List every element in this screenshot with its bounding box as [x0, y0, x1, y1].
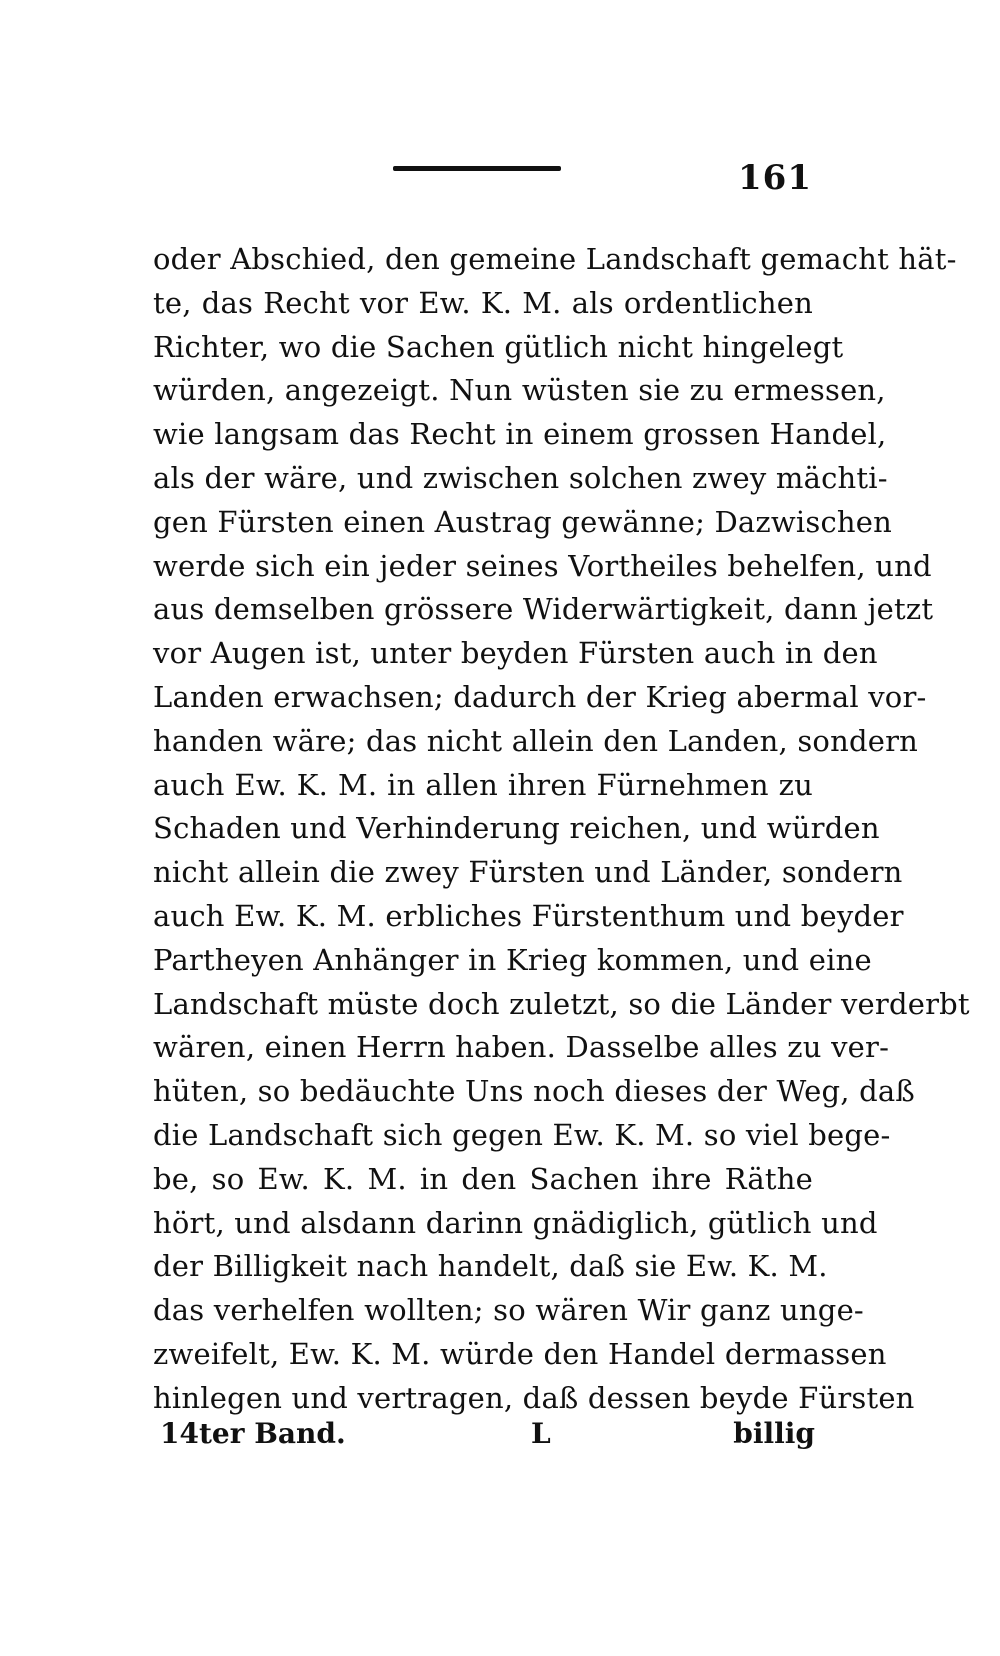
body-text — [153, 238, 970, 1421]
text-line: handen wäre; das nicht allein den Landen, sondern — [153, 723, 919, 758]
text-line: der Billigkeit nach handelt, daß sie Ew. K. M. — [153, 1249, 828, 1284]
text-line: Partheyen Anhänger in Krieg kommen, und eine — [153, 942, 872, 977]
page-number: 161 — [738, 158, 812, 198]
text-line: auch Ew. K. M. erbliches Fürstenthum und beyder — [153, 898, 904, 933]
text-line: auch Ew. K. M. in allen ihren Fürnehmen zu — [153, 767, 813, 802]
text-line: te, das Recht vor Ew. K. M. als ordentlichen — [153, 285, 813, 320]
text-line: hüten, so bedäuchte Uns noch dieses der Weg, daß — [153, 1074, 915, 1109]
text-line: würden, angezeigt. Nun wüsten sie zu ermessen, — [153, 373, 886, 408]
text-line: hört, und alsdann darinn gnädiglich, gütlich und — [153, 1205, 878, 1240]
text-line: oder Abschied, den gemeine Landschaft gemacht hät- — [153, 242, 957, 276]
volume-signature: 14ter Band. — [160, 1417, 346, 1450]
text-line: wären, einen Herrn haben. Dasselbe alles zu ver- — [153, 1030, 890, 1065]
catchword: billig — [733, 1417, 815, 1450]
text-line: wie langsam das Recht in einem grossen Handel, — [153, 417, 887, 452]
text-line: Landschaft müste doch zuletzt, so die Länder verderbt — [153, 986, 970, 1021]
gathering-mark: L — [531, 1417, 551, 1450]
text-line: Schaden und Verhinderung reichen, und würden — [153, 811, 880, 846]
text-line: als der wäre, und zwischen solchen zwey mächti- — [153, 460, 888, 495]
text-line: aus demselben grössere Widerwärtigkeit, dann jetzt — [153, 592, 934, 627]
text-line: werde sich ein jeder seines Vortheiles behelfen, und — [153, 548, 932, 583]
text-line: das verhelfen wollten; so wären Wir ganz unge- — [153, 1293, 864, 1328]
text-line: be, so Ew. K. M. in den Sachen ihre Räthe — [153, 1161, 813, 1196]
text-line: Landen erwachsen; dadurch der Krieg abermal vor- — [153, 679, 927, 714]
page-footer — [160, 1412, 815, 1456]
text-line: vor Augen ist, unter beyden Fürsten auch in den — [153, 636, 878, 671]
text-line: die Landschaft sich gegen Ew. K. M. so viel bege- — [153, 1117, 891, 1152]
text-line: hinlegen und vertragen, daß dessen beyde Fürsten — [153, 1380, 915, 1415]
text-line: zweifelt, Ew. K. M. würde den Handel dermassen — [153, 1336, 887, 1371]
text-line: nicht allein die zwey Fürsten und Länder, sondern — [153, 855, 903, 890]
text-line: gen Fürsten einen Austrag gewänne; Dazwischen — [153, 504, 893, 539]
text-line: Richter, wo die Sachen gütlich nicht hingelegt — [153, 329, 844, 364]
header-rule — [393, 166, 561, 171]
